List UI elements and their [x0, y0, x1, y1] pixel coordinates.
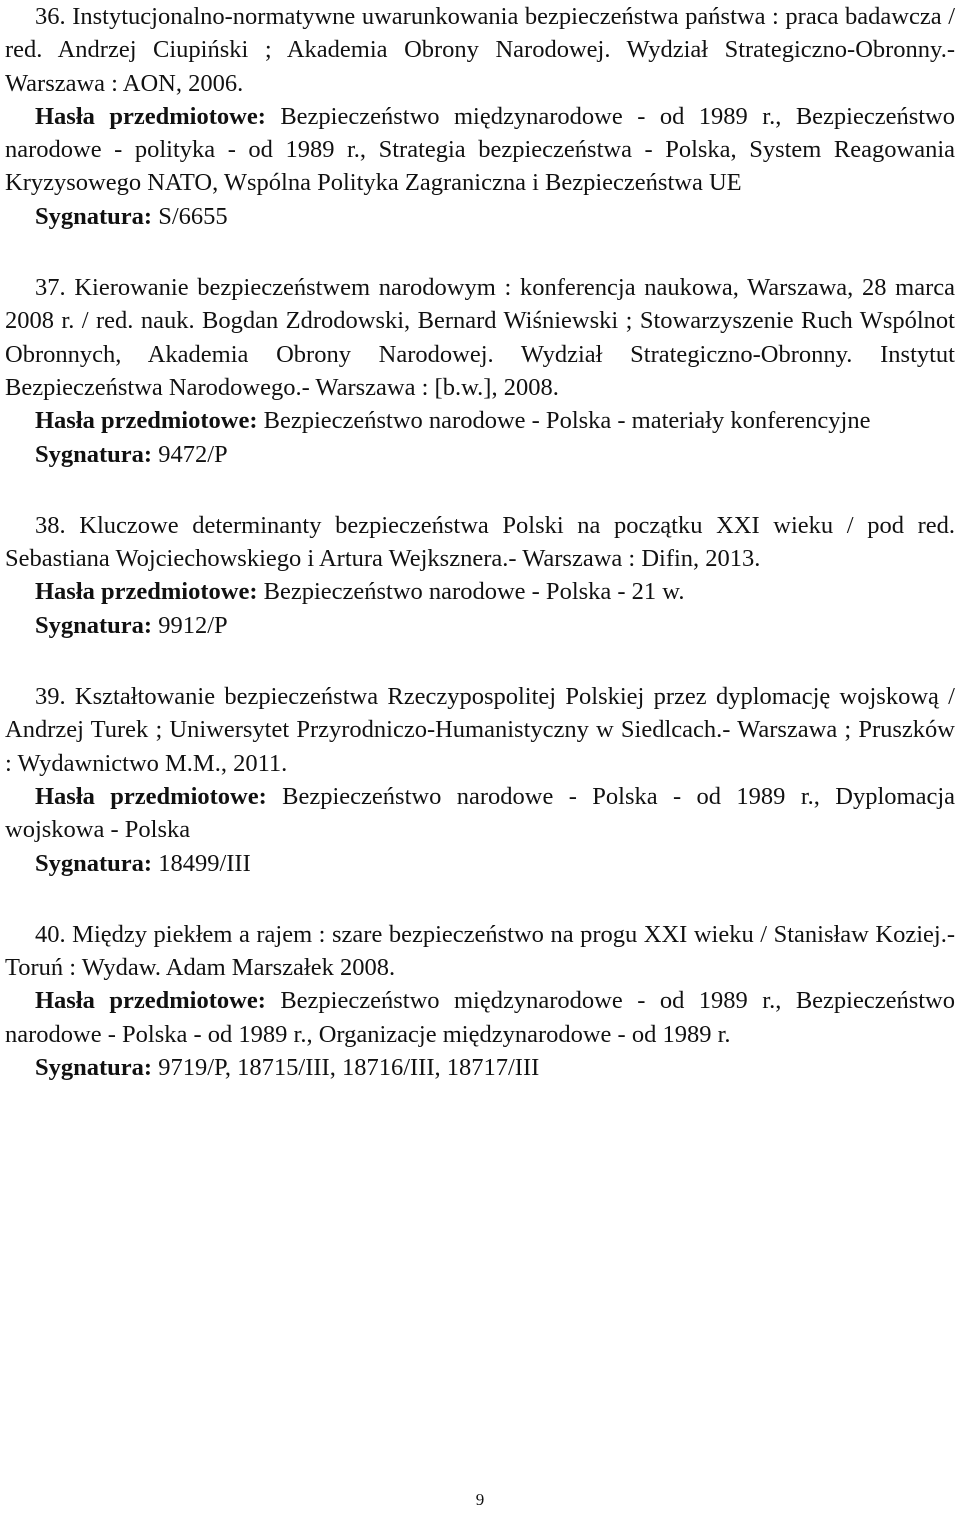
signature-label: Sygnatura:: [35, 440, 153, 468]
entry-number: 39.: [35, 683, 66, 711]
subjects-text: Bezpieczeństwo międzynarodowe - od 1989 r., Bezpieczeństwo narodowe - Polska - od 1989 r., Organizacje międzynarodowe - od 1989 r.: [5, 987, 955, 1048]
entry-number: 37.: [35, 274, 66, 302]
entry-signature: [5, 847, 955, 880]
subjects-label: Hasła przedmiotowe:: [35, 782, 267, 810]
entry-spacer: [5, 880, 955, 918]
entry-description: [5, 271, 955, 404]
entry-signature: [5, 609, 955, 642]
entry-description: [5, 0, 955, 100]
subjects-text: Bezpieczeństwo narodowe - Polska - 21 w.: [263, 578, 685, 606]
signature-label: Sygnatura:: [35, 611, 153, 639]
subjects-label: Hasła przedmiotowe:: [35, 578, 258, 606]
entry-subjects: [5, 100, 955, 200]
entry-signature: [5, 200, 955, 233]
entry-subjects: [5, 984, 955, 1051]
signature-value: S/6655: [158, 202, 228, 230]
entry-description: [5, 509, 955, 576]
bibliography-page: [5, 0, 955, 1084]
entry-subjects: [5, 575, 955, 608]
signature-label: Sygnatura:: [35, 1054, 153, 1082]
entry-number: 40.: [35, 920, 66, 948]
entry-title: Między piekłem a rajem : szare bezpieczeństwo na progu XXI wieku / Stanisław Koziej.- Toruń : Wydaw. Adam Marszałek 2008.: [5, 920, 955, 982]
entry-number: 36.: [35, 3, 66, 30]
subjects-text: Bezpieczeństwo narodowe - Polska - od 1989 r., Dyplomacja wojskowa - Polska: [5, 782, 955, 844]
entry-title: Kierowanie bezpieczeństwem narodowym : konferencja naukowa, Warszawa, 28 marca 2008 r. / red. nauk. Bogdan Zdrodowski, Bernard Wiśniewski ; Stowarzyszenie Ruch Wspólnot Obronnych, Akademia Obrony Narodowej. Wydział Strategiczno-Obronny. Instytut Bezpieczeństwa Narodowego.- Warszawa : [b.w.], 2008.: [5, 274, 955, 401]
entry-subjects: [5, 404, 955, 437]
subjects-label: Hasła przedmiotowe:: [35, 407, 258, 435]
subjects-text: Bezpieczeństwo międzynarodowe - od 1989 r., Bezpieczeństwo narodowe - polityka - od 1989 r., Strategia bezpieczeństwa - Polska, System Reagowania Kryzysowego NATO, Wspólna Polityka Zagraniczna i Bezpieczeństwa UE: [5, 102, 955, 197]
signature-label: Sygnatura:: [35, 849, 153, 877]
entry-spacer: [5, 471, 955, 509]
entry-title: Instytucjonalno-normatywne uwarunkowania bezpieczeństwa państwa : praca badawcza / red. Andrzej Ciupiński ; Akademia Obrony Narodowej. Wydział Strategiczno-Obronny.- Warszawa : AON, 2006.: [5, 3, 955, 97]
bibliography-entry-40: [5, 918, 955, 1084]
signature-value: 9472/P: [158, 440, 228, 468]
bibliography-entry-37: [5, 271, 955, 471]
entry-signature: [5, 1051, 955, 1084]
entry-description: [5, 680, 955, 780]
entry-spacer: [5, 233, 955, 271]
bibliography-entry-36: [5, 0, 955, 233]
signature-value: 9719/P, 18715/III, 18716/III, 18717/III: [158, 1054, 540, 1082]
bibliography-entry-38: [5, 509, 955, 642]
subjects-text: Bezpieczeństwo narodowe - Polska - materiały konferencyjne: [263, 407, 871, 435]
signature-value: 18499/III: [158, 849, 251, 877]
page-number: 9: [475, 1490, 485, 1509]
entry-signature: [5, 438, 955, 471]
subjects-label: Hasła przedmiotowe:: [35, 987, 266, 1015]
entry-description: [5, 918, 955, 985]
subjects-label: Hasła przedmiotowe:: [35, 102, 266, 130]
bibliography-entry-39: [5, 680, 955, 880]
entry-number: 38.: [35, 511, 66, 539]
signature-label: Sygnatura:: [35, 202, 153, 230]
entry-title: Kształtowanie bezpieczeństwa Rzeczypospolitej Polskiej przez dyplomację wojskową / Andrzej Turek ; Uniwersytet Przyrodniczo-Humanistyczny w Siedlcach.- Warszawa ; Pruszków : Wydawnictwo M.M., 2011.: [5, 683, 955, 777]
signature-value: 9912/P: [158, 611, 228, 639]
entry-spacer: [5, 642, 955, 680]
entry-title: Kluczowe determinanty bezpieczeństwa Polski na początku XXI wieku / pod red. Sebastiana Wojciechowskiego i Artura Wejksznera.- Warszawa : Difin, 2013.: [5, 511, 955, 573]
entry-subjects: [5, 780, 955, 847]
